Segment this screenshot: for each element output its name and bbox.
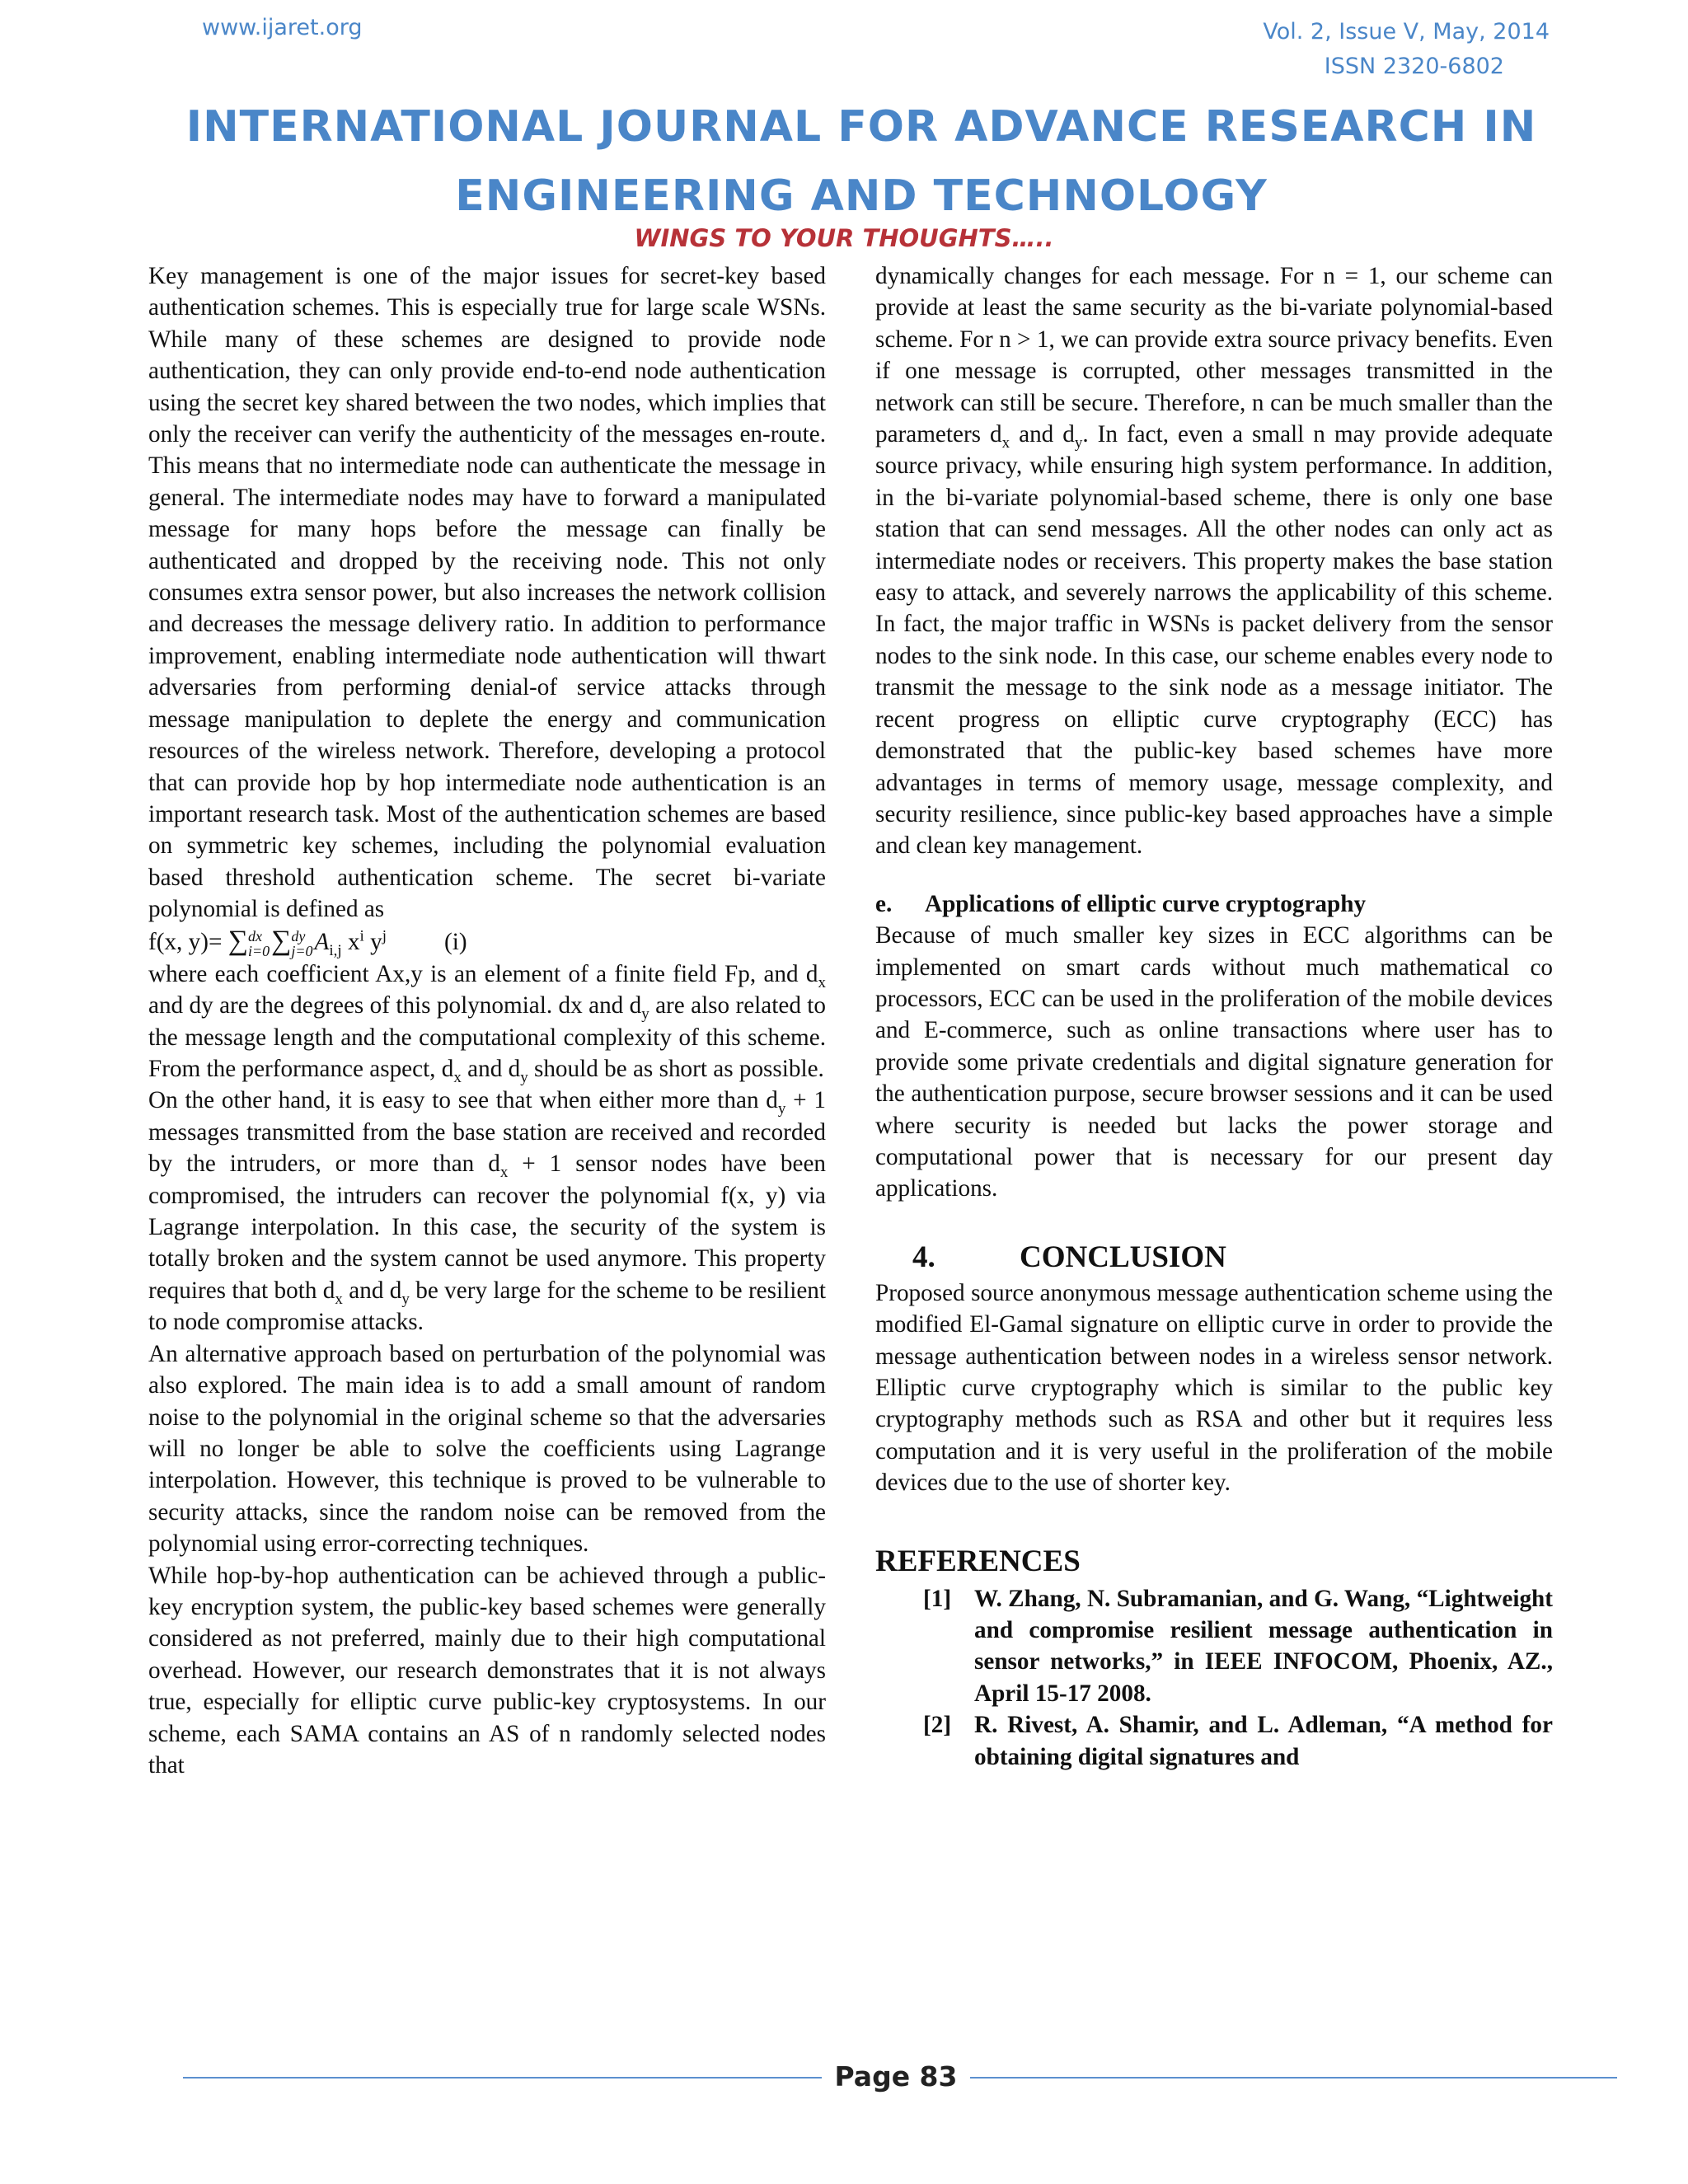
sum-upper: dx	[247, 927, 262, 944]
y-term: y	[363, 928, 382, 955]
reference-text: W. Zhang, N. Subramanian, and G. Wang, “Lightweight and compromise resilient message authentication in sensor networks,” in IEEE INFOCOM, Phoenix, AZ., April 15-17 2008.	[974, 1585, 1553, 1707]
subscript: y	[641, 1005, 649, 1024]
page-footer	[183, 2060, 1617, 2093]
sum-symbol: ∑	[271, 925, 292, 956]
text: + 1 messages transmitted from the base station are received and recorded by the intruders, or more than d	[148, 1087, 826, 1178]
issue-info	[1263, 15, 1550, 84]
section-number: 4.	[912, 1240, 935, 1274]
coefficient: A	[314, 928, 330, 955]
equation-lhs: f(x, y)=	[148, 928, 228, 955]
sum-symbol: ∑	[227, 925, 248, 956]
volume-issue: Vol. 2, Issue V, May, 2014	[1263, 19, 1550, 45]
paragraph: Because of much smaller key sizes in ECC algorithms can be implemented on smart cards without much mathematical co processors, ECC can be used in the proliferation of the mobile devices and E-commerce, such as online transactions where user has to provide some private credentials and digital signature generation for the authentication purpose, secure browser sessions and it can be used where security is needed but lacks the power storage and computational power that is necessary for our present day applications.	[875, 922, 1553, 1202]
paragraph: An alternative approach based on perturbation of the polynomial was also explored. The main idea is to add a small amount of random noise to the polynomial in the original scheme so that the adversaries will no longer be able to solve the coefficients using Lagrange interpolation. However, this technique is proved to be vulnerable to security attacks, since the random noise can be removed from the polynomial using error-correcting techniques.	[148, 1340, 826, 1558]
text: . In fact, even a small n may provide adequate source privacy, while ensuring high system performance. In addition, in the bi-variate polynomial-based scheme, there is only one base station that can send messages. All the other nodes can only act as intermediate nodes or receivers. This property makes the base station easy to attack, and severely narrows the applicability of this scheme. In fact, the major traffic in WSNs is packet delivery from the sensor nodes to the sink node. In this case, our scheme enables every node to transmit the message to the sink node as a message initiator. The recent progress on elliptic curve cryptography (ECC) has demonstrated that the public-key based schemes have more advantages in terms of memory usage, message complexity, and security resilience, since public-key based approaches have a simple and clean key management.	[875, 421, 1553, 860]
subscript: x	[499, 1164, 509, 1182]
text: + 1 sensor nodes have been compromised, the intruders can recover the polynomial f(x, y) via Lagrange interpolation. In this case, the security of the system is totally broken and the system cannot be used anymore. This property requires that both d	[148, 1151, 826, 1304]
journal-title-line2: ENGINEERING AND TECHNOLOGY	[455, 171, 1268, 221]
equation-number: (i)	[444, 928, 467, 955]
subscript: x	[1001, 434, 1010, 452]
section-title: CONCLUSION	[1020, 1240, 1226, 1274]
reference-item	[875, 1709, 1553, 1773]
paragraph: Key management is one of the major issues for secret-key based authentication schemes. This is especially true for large scale WSNs. While many of these schemes are designed to provide node authentication, they can only provide end-to-end node authentication using the secret key shared between the two nodes, which implies that only the receiver can verify the authenticity of the messages en-route. This means that no intermediate node can authenticate the message in general. The intermediate nodes may have to forward a manipulated message for many hops before the message can finally be authenticated and dropped by the receiving node. This not only consumes extra sensor power, but also increases the network collision and decreases the message delivery ratio. In addition to performance improvement, enabling intermediate node authentication will thwart adversaries from performing denial-of service attacks through message manipulation to deplete the energy and communication resources of the wireless network. Therefore, developing a protocol that can provide hop by hop intermediate node authentication is an important research task. Most of the authentication schemes are based on symmetric key schemes, including the polynomial evaluation based threshold authentication scheme. The secret bi-variate polynomial is defined as	[148, 263, 826, 923]
text: and d	[461, 1056, 521, 1083]
sum-limits	[248, 929, 270, 958]
text: On the other hand, it is easy to see that when either more than d	[148, 1087, 778, 1114]
sum-lower: i=0	[247, 942, 270, 959]
reference-list	[875, 1583, 1553, 1773]
journal-tagline: WINGS TO YOUR THOUGHTS…..	[634, 224, 1054, 252]
subscript: x	[818, 973, 826, 991]
reference-item	[875, 1583, 1553, 1710]
x-term: x	[341, 928, 360, 955]
sum-lower: j=0	[291, 942, 313, 959]
paragraph: While hop-by-hop authentication can be achieved through a public-key encryption system, the public-key based schemes were generally considered as not preferred, mainly due to their high computational overhead. However, our research demonstrates that it is not always true, especially for elliptic curve public-key cryptosystems. In our scheme, each SAMA contains an AS of n randomly selected nodes that	[148, 1562, 826, 1779]
journal-website[interactable]: www.ijaret.org	[202, 15, 363, 40]
subscript: x	[335, 1290, 343, 1308]
footer-rule-right	[970, 2077, 1617, 2079]
reference-number: [1]	[923, 1585, 952, 1612]
reference-text: R. Rivest, A. Shamir, and L. Adleman, “A method for obtaining digital signatures and	[974, 1712, 1553, 1770]
paragraph: Proposed source anonymous message authentication scheme using the modified El-Gamal signature on elliptic curve in order to provide the message authentication between nodes in a wireless sensor network. Elliptic curve cryptography which is similar to the public key cryptography methods such as RSA and other but it requires less computation and it is very useful in the proliferation of the mobile devices due to the use of shorter key.	[875, 1279, 1553, 1497]
journal-title	[148, 92, 1574, 231]
left-column	[148, 260, 826, 1781]
subsection-number: e.	[875, 890, 893, 917]
sum-limits	[291, 929, 312, 958]
journal-title-line1: INTERNATIONAL JOURNAL FOR ADVANCE RESEARCH IN	[185, 102, 1537, 152]
subscript: y	[1074, 434, 1083, 452]
text: and d	[1010, 421, 1075, 448]
equation-i	[148, 926, 826, 958]
text: and dy are the degrees of this polynomial. dx and d	[148, 992, 642, 1019]
right-column	[875, 260, 1553, 1773]
subscript: x	[453, 1068, 462, 1086]
subscript: y	[777, 1100, 786, 1118]
subsection-heading	[875, 888, 1553, 920]
paragraph	[148, 1085, 826, 1338]
paragraph	[875, 260, 1553, 862]
sum-upper: dy	[291, 927, 306, 944]
text: where each coefficient Ax,y is an element of a finite field Fp, and d	[148, 960, 818, 987]
y-exponent: j	[382, 926, 387, 944]
subsection-title: Applications of elliptic curve cryptography	[925, 890, 1367, 917]
references-heading: REFERENCES	[875, 1544, 1081, 1578]
reference-number: [2]	[923, 1712, 952, 1739]
page-number: Page 83	[834, 2060, 958, 2093]
text: and d	[342, 1277, 402, 1304]
x-exponent: i	[359, 926, 364, 944]
section-heading	[875, 1238, 1553, 1277]
text: are also related to the message length and the computational complexity of this scheme. From the performance aspect, d	[148, 992, 826, 1083]
footer-rule-left	[183, 2077, 822, 2079]
paragraph	[148, 958, 826, 1085]
subscript: y	[401, 1290, 410, 1308]
subscript: y	[520, 1068, 528, 1086]
text: be very large for the scheme to be resilient to node compromise attacks.	[148, 1277, 826, 1336]
text: dynamically changes for each message. For n = 1, our scheme can provide at least the same security as the bi-variate polynomial-based scheme. For n > 1, we can provide extra source privacy benefits. Even if one message is corrupted, other messages transmitted in the network can still be secure. Therefore, n can be much smaller than the parameters d	[875, 263, 1553, 448]
coefficient-sub: i,j	[329, 941, 342, 959]
text: should be as short as possible.	[528, 1056, 824, 1083]
issn: ISSN 2320-6802	[1324, 54, 1504, 79]
